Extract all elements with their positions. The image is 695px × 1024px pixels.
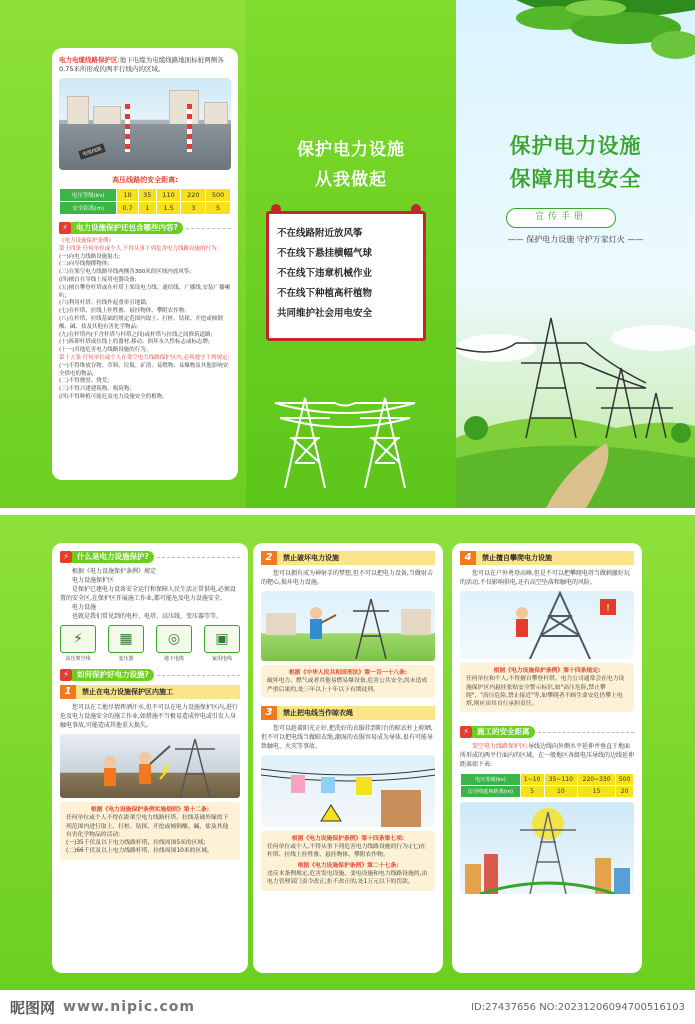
list-item: (四)擅自在导线上接用电器设备; <box>59 276 137 283</box>
slogan-line: 不在线下种植高杆植物 <box>277 288 373 299</box>
site-url: www.nipic.com <box>63 999 195 1015</box>
item-number: 1 <box>60 685 76 699</box>
mid-title-line2: 从我做起 <box>315 170 387 190</box>
city-tower-illustration <box>460 802 634 894</box>
table-cell: 220~330 <box>578 774 616 786</box>
item-header <box>261 706 435 720</box>
item-header <box>60 685 240 699</box>
item-title: 禁止在电力设施保护区内施工 <box>76 685 240 699</box>
facility-text: 也就是我们常见到的电杆、电塔、高压线、变压器等等。 <box>72 613 223 620</box>
list-item: (六)利用杆塔、拉线作起重牵引地锚; <box>59 300 148 307</box>
icon-caption: 变压器 <box>118 656 134 662</box>
facility-icon-cell <box>60 625 96 662</box>
list-item: (五)擅自攀登杆塔或在杆塔上架设电力线、通信线、广播线,安装广播喇叭; <box>59 284 231 299</box>
distance-heading: 架空电力线路保护区 <box>472 743 527 751</box>
item-text: 您可以在户外勇登高峰,但是不可以把攀爬电塔当做刺激好玩的活动,不仅影响供电,还有高空坠落和触电的风险。 <box>460 570 630 586</box>
slingshot-illustration <box>261 591 435 661</box>
list-item: (一)向电力线路设施射击; <box>59 253 121 260</box>
front-sheet <box>0 0 695 508</box>
section-title: 什么是电力设施保护? <box>72 551 154 563</box>
list-item: (十一)其他危害电力线路设施的行为。 <box>59 347 152 354</box>
distance-table <box>460 773 634 798</box>
table-cell: 5 <box>206 202 231 215</box>
lightning-icon: ⚡ <box>60 669 72 681</box>
table-row-head: 电压等级(kv) <box>461 774 521 786</box>
list-item: (十)拆卸杆塔或拉线上的器材,移动、损坏永久性标志或标志牌; <box>59 339 210 346</box>
table-cell: 3 <box>181 202 206 215</box>
pin-icon <box>411 204 421 214</box>
item-header <box>261 551 435 565</box>
list-item: (七)在杆塔、拉线上拴牲畜、悬挂物体、攀附农作物; <box>59 308 187 315</box>
item-number: 3 <box>261 706 277 720</box>
list-item: (一)35千伏及以下电力线路杆塔、拉线周围5米的区域; <box>66 840 206 847</box>
table-cell: 20 <box>616 786 634 798</box>
list-item: (三)不得兴建建筑物、构筑物; <box>59 386 132 393</box>
hv-distance-table <box>59 188 231 215</box>
law-heading: 根据《电力设施保护条例》第十四条第七项: <box>291 835 405 842</box>
construction-illustration <box>60 734 240 798</box>
item-header <box>460 551 634 565</box>
facility-heading: 电力设施 <box>72 604 97 611</box>
law-box <box>261 665 435 698</box>
mid-title-line1: 保护电力设施 <box>297 140 405 160</box>
table-cell: 10 <box>117 189 138 202</box>
facility-icon-cell <box>156 625 192 662</box>
slogan-sign <box>266 211 426 341</box>
table-cell: 500 <box>616 774 634 786</box>
svg-text:!: ! <box>605 603 611 614</box>
laundry-illustration <box>261 755 435 827</box>
watermark-bar <box>0 990 695 1024</box>
list-item: (二)向导线抛掷物体; <box>59 261 110 268</box>
list-item: (八)在杆塔、拉线基础的规定范围内取土、打桩、钻探、开挖或倾倒酸、碱、盐及其他有害化学物品; <box>59 315 223 330</box>
list-item: (二)不得烧窑、烧荒; <box>59 378 110 385</box>
law-box <box>261 831 435 891</box>
table-cell: 10 <box>544 786 577 798</box>
hv-distance-heading: 高压线路的安全距离: <box>112 176 178 184</box>
table-cell: 220 <box>181 189 206 202</box>
icon-caption: 家用电线 <box>211 656 232 662</box>
cover-title-line2: 保障用电安全 <box>509 167 642 191</box>
slogan-line: 不在线下悬挂横幅气球 <box>277 248 373 259</box>
protect-zone-heading: 电力设施保护区 <box>72 577 115 584</box>
lightning-icon: ⚡ <box>460 726 472 738</box>
cable-street-illustration <box>59 78 231 170</box>
slogan-line: 不在线下违章机械作业 <box>277 268 373 279</box>
law-text: 破坏电力、燃气或者其他易燃易爆设备,危害公共安全,尚未造成严重后果的,处三年以上十年以下有期徒刑。 <box>267 678 428 693</box>
cable-zone-text <box>59 56 231 74</box>
tower-landscape <box>456 308 695 508</box>
item-title: 禁止破坏电力设施 <box>277 551 435 565</box>
cable-zone-heading: 电力电缆线路保护区 <box>59 56 118 64</box>
regulation-text <box>59 238 231 402</box>
facility-icon-cell <box>108 625 144 662</box>
law-text: 任何单位或个人,不得从事下列危害电力线路设施的行为:(七)在杆塔、拉线上拴牲畜、悬挂物体、攀附农作物。 <box>267 844 427 859</box>
cable-icon: ◎ <box>156 625 192 653</box>
table-row-head: 安全距离(m) <box>60 202 117 215</box>
image-id: ID:27437656 NO:20231206094700516103 <box>471 1001 685 1013</box>
law-heading: 根据《电力设施保护条例》第十四条规定: <box>493 668 601 674</box>
section-title: 如何保护好电力设施? <box>72 669 154 681</box>
table-cell: 5 <box>520 786 544 798</box>
law-heading: 根据《电力设施保护条例实施细则》第十二条: <box>90 807 210 813</box>
substation-icon: ▦ <box>108 625 144 653</box>
meter-icon: ▣ <box>204 625 240 653</box>
section-title: 施工的安全距离 <box>472 726 535 738</box>
tower-icon: ⚡ <box>60 625 96 653</box>
section-header <box>460 726 634 738</box>
item-title: 禁止擅自攀爬电力设施 <box>476 551 634 565</box>
item-number: 4 <box>460 551 476 565</box>
distance-text <box>460 742 634 769</box>
facility-icons <box>60 625 240 662</box>
table-row-head: 电压等级(kv) <box>60 189 117 202</box>
cover-panel-bg <box>456 0 695 508</box>
article-15-heading: 第十五条 任何单位或个人在架空电力线路保护区内,必须遵守下列规定: <box>59 354 230 361</box>
lightning-icon: ⚡ <box>60 551 72 563</box>
table-cell: 1~10 <box>520 774 544 786</box>
law-text: 任何单位或个人不得在距架空电力线路杆塔、拉线基础外缘的下列范围内进行取土、打桩、钻探、开挖或倾倒酸、碱、盐及其他有害化学物品的活动: <box>66 815 229 838</box>
law-box <box>60 802 240 860</box>
item-text: 您可以在工地尽情挥洒汗水,但不可以在电力设施保护区内,进行危及电力设施安全的施工作业,如措施不当极易造成停电或引发人身触电事故,可能造成其他重大损失。 <box>60 704 238 729</box>
facility-icon-cell <box>204 625 240 662</box>
table-cell: 35~110 <box>544 774 577 786</box>
slogan-line: 不在线路附近放风筝 <box>277 228 363 239</box>
table-row-head: 边导线延伸距离(m) <box>461 786 521 798</box>
inner-right-card <box>452 543 642 973</box>
inner-mid-card <box>253 543 443 973</box>
section-title: 电力设施保护还包含哪些内容? <box>71 222 183 234</box>
pin-icon <box>271 204 281 214</box>
slogan-line: 共同维护社会用电安全 <box>277 308 373 319</box>
law-heading: 根据《电力设施保护条例》第二十七条: <box>297 862 399 869</box>
table-cell: 35 <box>138 189 156 202</box>
section-header <box>60 669 240 681</box>
tower-outline-icon <box>270 378 420 488</box>
protect-zone-text: 是保护已建电力设备安全运行和保障人民生活正常供电,必须设置的安全区,在保护区开展施工作业,都可能危及电力设施安全。 <box>60 586 236 602</box>
climbing-illustration <box>460 591 634 659</box>
table-cell: 15 <box>578 786 616 798</box>
list-item: (二)66千伏及以上电力线路杆塔、拉线周围10米的区域。 <box>66 848 213 855</box>
law-name: 《电力设施保护条例》 <box>59 238 115 244</box>
table-cell: 1 <box>138 202 156 215</box>
cover-slogan: —— 保护电力设施 守护万家灯火 —— <box>507 235 644 244</box>
item-title: 禁止把电线当作晾衣绳 <box>277 706 435 720</box>
left-info-card <box>52 48 238 480</box>
section-header <box>59 222 231 234</box>
item-number: 2 <box>261 551 277 565</box>
item-text: 您可以拥有成为神射手的梦想,但不可以把电力设备,当做射击的靶心,损坏电力设施。 <box>261 570 433 586</box>
article-14-heading: 第十四条 任何单位或个人,不得从事下列危害电力线路设施的行为: <box>59 245 219 252</box>
brochure-badge: 宣传手册 <box>506 208 616 228</box>
item-text: 您可以趁着阳光正好,把洗好的衣服挂到阳台的晾衣杆上晾晒,但不可以把电线当做晾衣绳,潮湿的衣服容易成为导体,很有可能导致触电、火灾等事故。 <box>261 724 433 750</box>
cover-title-line1: 保护电力设施 <box>509 134 642 158</box>
list-item: (三)在架空电力线路导线两侧各300米的区域内放风筝; <box>59 269 192 276</box>
icon-caption: 高压架空线 <box>65 656 91 662</box>
table-cell: 0.7 <box>117 202 138 215</box>
list-item: (九)在杆塔内(不含杆塔与杆塔之间)或杆塔与拉线之间修筑道路; <box>59 331 213 338</box>
leaves-illustration <box>456 0 695 70</box>
site-logo: 昵图网 <box>10 998 56 1017</box>
cable-zone-body: :地下电缆为电缆线路地面标桩两侧各0.75米所形成的两平行线内的区域。 <box>59 56 224 73</box>
intro-text: 根据《电力设施保护条例》规定 <box>72 568 157 575</box>
table-cell: 110 <box>156 189 181 202</box>
inner-sheet <box>0 515 695 990</box>
law-heading: 根据《中华人民共和国刑法》第一百一十八条: <box>288 670 408 676</box>
list-item: (四)不得种植可能危及电力设施安全的植物。 <box>59 393 168 400</box>
law-text: 违反本条例规定,危害发电设施、变电设施和电力线路设施的,由电力管理部门责令改正;拒不改正的,处1万元以下的罚款。 <box>267 871 428 886</box>
list-item: (一)不得堆放谷物、草料、垃圾、矿渣、易燃物、易爆物及其他影响安全供电的物品; <box>59 362 229 377</box>
law-box <box>460 663 634 712</box>
icon-caption: 地下电缆 <box>163 656 184 662</box>
law-text: 任何单位和个人,不得擅自攀登杆塔。电力公司通常会在电力设施保护区内悬挂张贴安全警示标识,如"高压危险,禁止攀爬"、"高压危险,禁止接近"等,如攀爬者不顾生命安危仍攀上电塔,则应由其自行承担责任。 <box>466 676 625 708</box>
lightning-icon: ⚡ <box>59 222 71 234</box>
table-cell: 1.5 <box>156 202 181 215</box>
section-header <box>60 551 240 563</box>
cable-line-label: 电缆线路 <box>78 143 106 160</box>
distance-body: :导线边线向外侧水平延伸并垂直于地面所形成的两平行面内的区域。在一般地区各级电压导线的边线延伸距离如下表: <box>460 743 635 769</box>
table-cell: 500 <box>206 189 231 202</box>
inner-left-card <box>52 543 248 973</box>
